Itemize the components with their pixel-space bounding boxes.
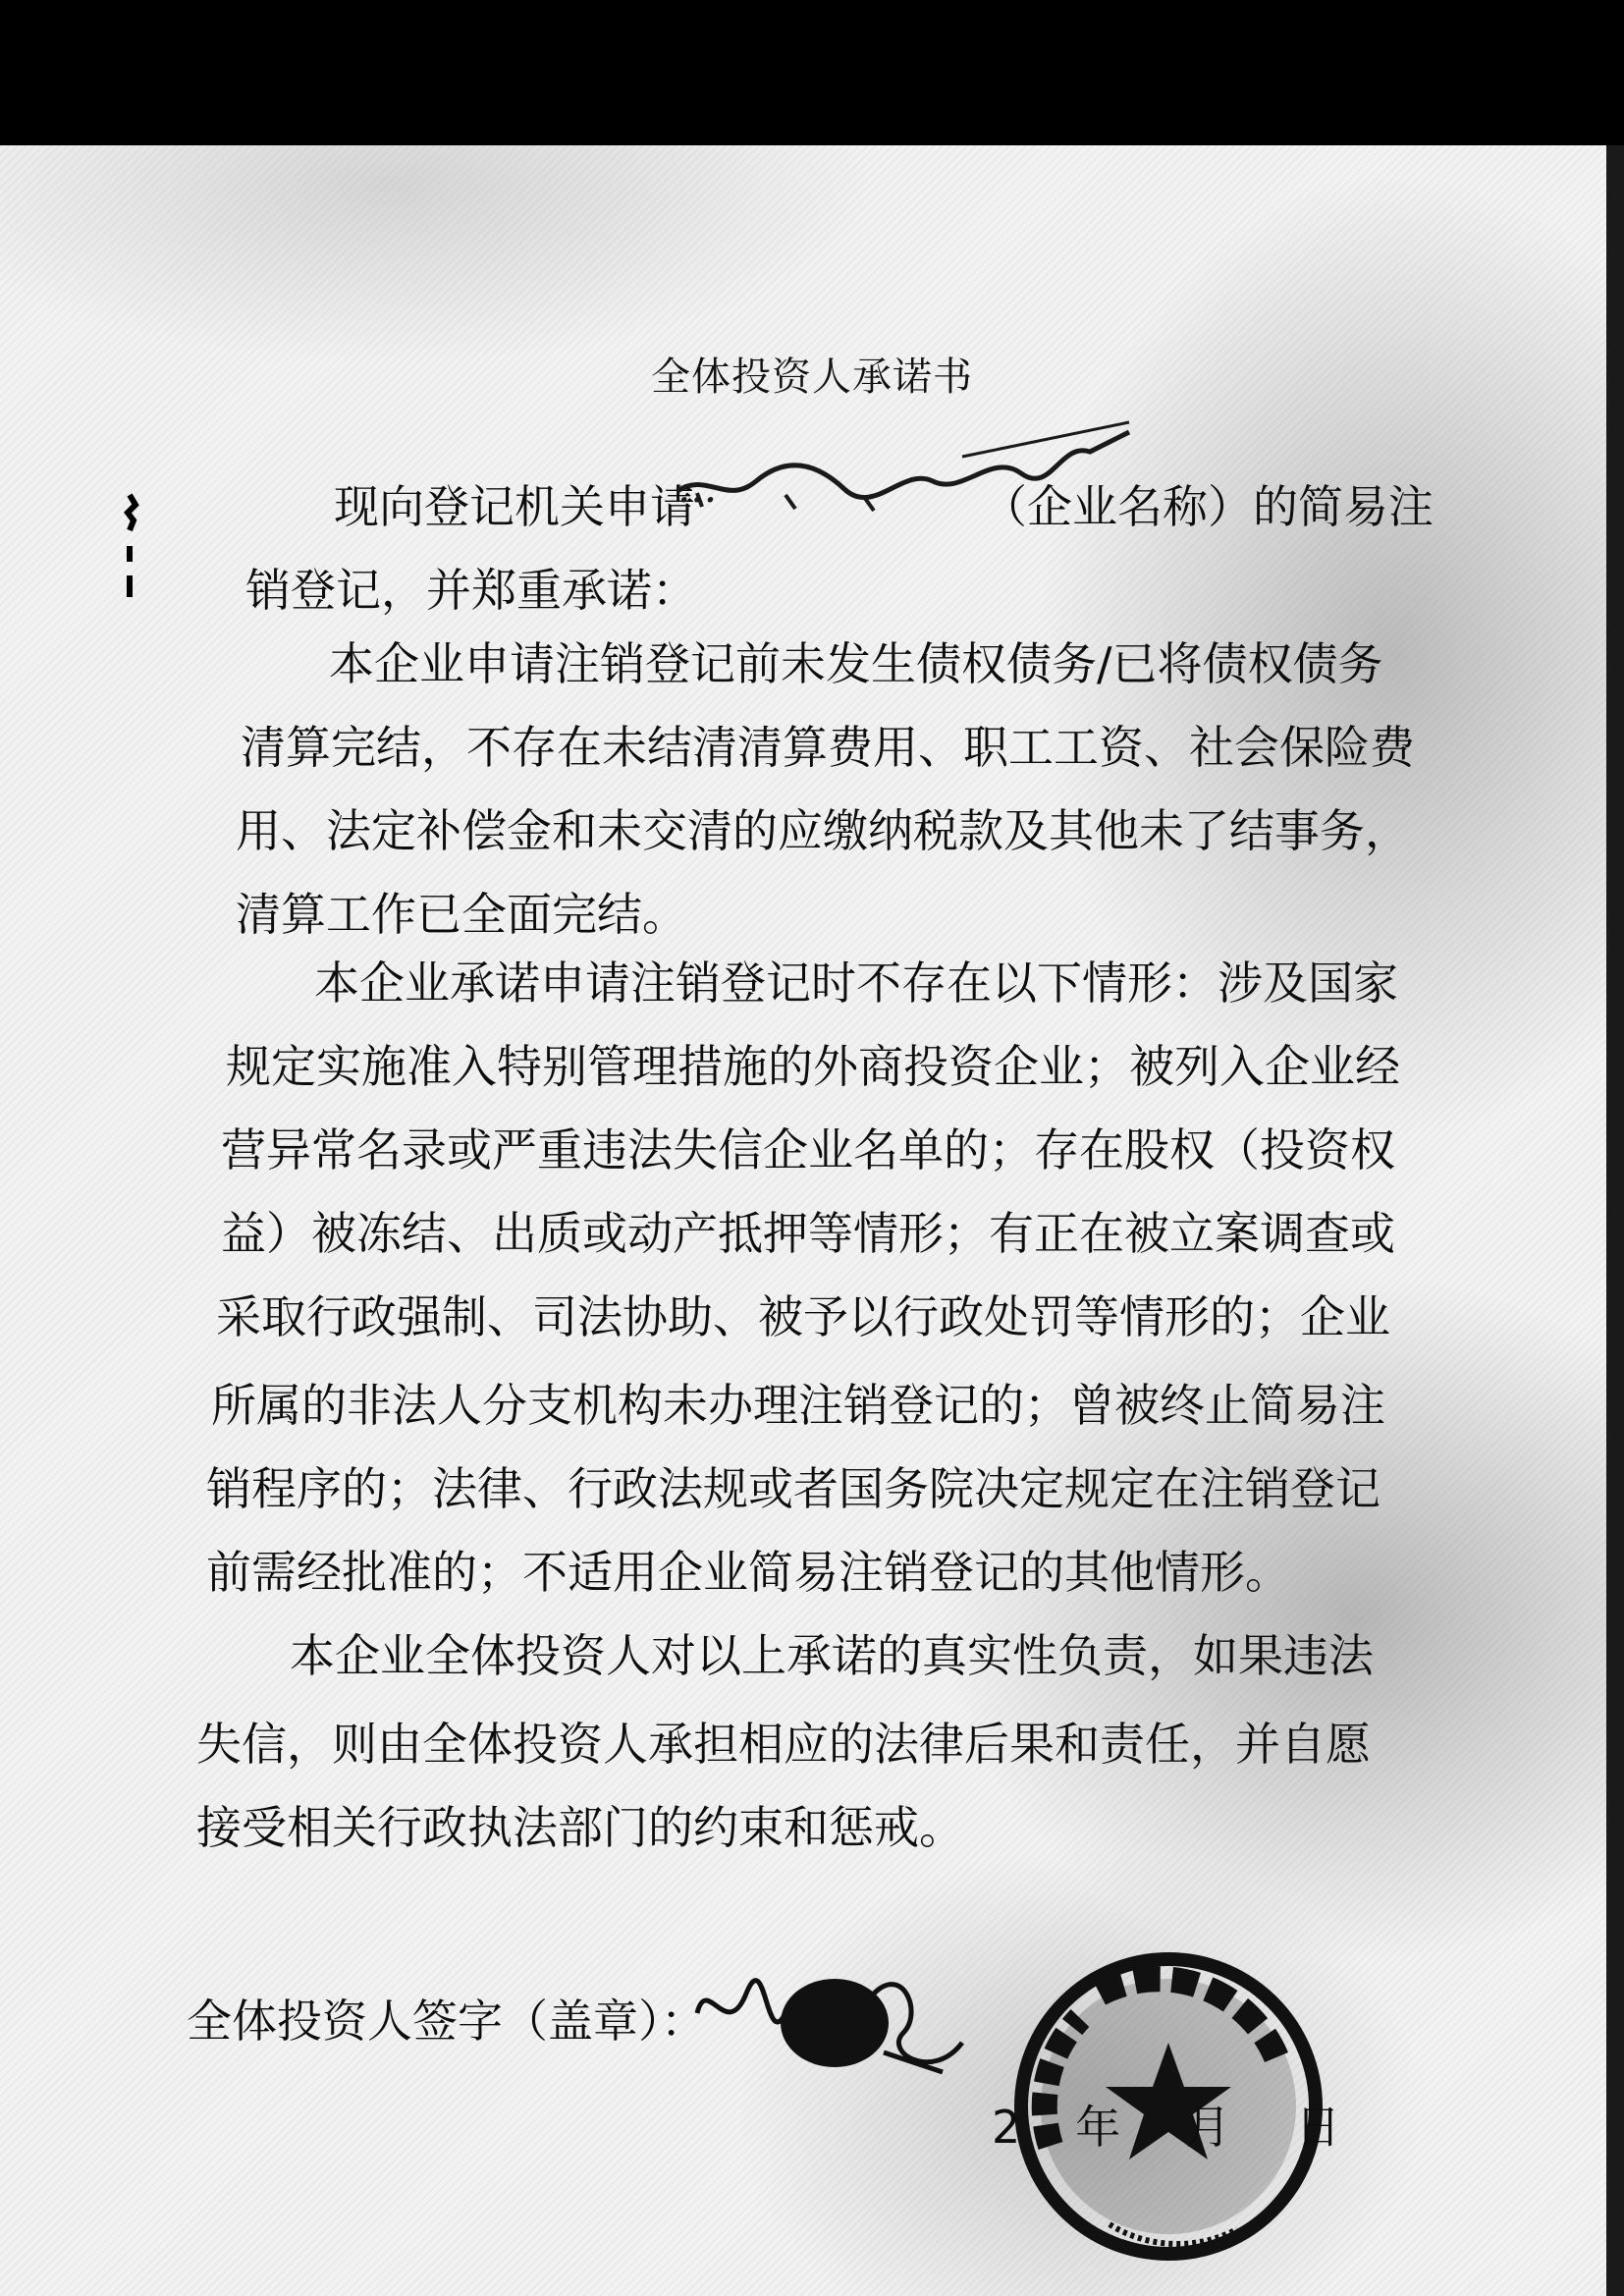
paragraph-line: （企业名称）的简易注 xyxy=(982,480,1434,533)
date-year-suffix: 年 xyxy=(1075,2101,1127,2154)
document-title: 全体投资人承诺书 xyxy=(651,355,973,400)
margin-mark-icon xyxy=(116,491,145,609)
paragraph-line: 清算工作已全面完结。 xyxy=(236,888,687,941)
paragraph-line: 本企业申请注销登记前未发生债权债务/已将债权债务 xyxy=(329,637,1383,690)
signature-label: 全体投资人签字（盖章）： xyxy=(187,1995,706,2048)
paragraph-line: 规定实施准入特别管理措施的外商投资企业；被列入企业经 xyxy=(226,1040,1400,1093)
paragraph-line: 用、法定补偿金和未交清的应缴纳税款及其他未了结事务， xyxy=(236,804,1410,857)
handwritten-company-name: ... xyxy=(677,464,718,512)
paragraph-line: 销登记，并郑重承诺： xyxy=(245,564,697,617)
paragraph-line: 现向登记机关申请 xyxy=(334,480,695,533)
paragraph-line: 接受相关行政执法部门的约束和惩戒。 xyxy=(196,1801,964,1854)
handwritten-signature-icon xyxy=(687,1954,982,2102)
paragraph-line: 失信，则由全体投资人承担相应的法律后果和责任，并自愿 xyxy=(196,1718,1371,1771)
paragraph-line: 清算完结，不存在未结清清算费用、职工工资、社会保险费 xyxy=(241,721,1415,774)
paragraph-line: 所属的非法人分支机构未办理注销登记的；曾被终止简易注 xyxy=(211,1379,1385,1432)
paragraph-line: 本企业全体投资人对以上承诺的真实性负责，如果违法 xyxy=(290,1629,1374,1682)
paragraph-line: 销程序的；法律、行政法规或者国务院决定规定在注销登记 xyxy=(206,1462,1380,1515)
date-month-suffix: 月 xyxy=(1185,2101,1237,2154)
paragraph-line: 采取行政强制、司法协助、被予以行政处罚等情形的；企业 xyxy=(216,1290,1390,1343)
paragraph-line: 益）被冻结、出质或动产抵押等情形；有正在被立案调查或 xyxy=(221,1207,1395,1260)
date-year-prefix: 2 xyxy=(992,2101,1027,2154)
scan-top-border xyxy=(0,0,1624,145)
handwritten-strokes-icon xyxy=(668,412,1139,520)
paragraph-line: 营异常名录或严重违法失信企业名单的；存在股权（投资权 xyxy=(221,1123,1395,1176)
date-day-suffix: 日 xyxy=(1295,2101,1347,2154)
scan-right-border xyxy=(1606,145,1624,2296)
date-line xyxy=(992,2092,1346,2157)
paragraph-line: 本企业承诺申请注销登记时不存在以下情形：涉及国家 xyxy=(314,957,1398,1010)
paragraph-line: 前需经批准的；不适用企业简易注销登记的其他情形。 xyxy=(206,1546,1290,1599)
